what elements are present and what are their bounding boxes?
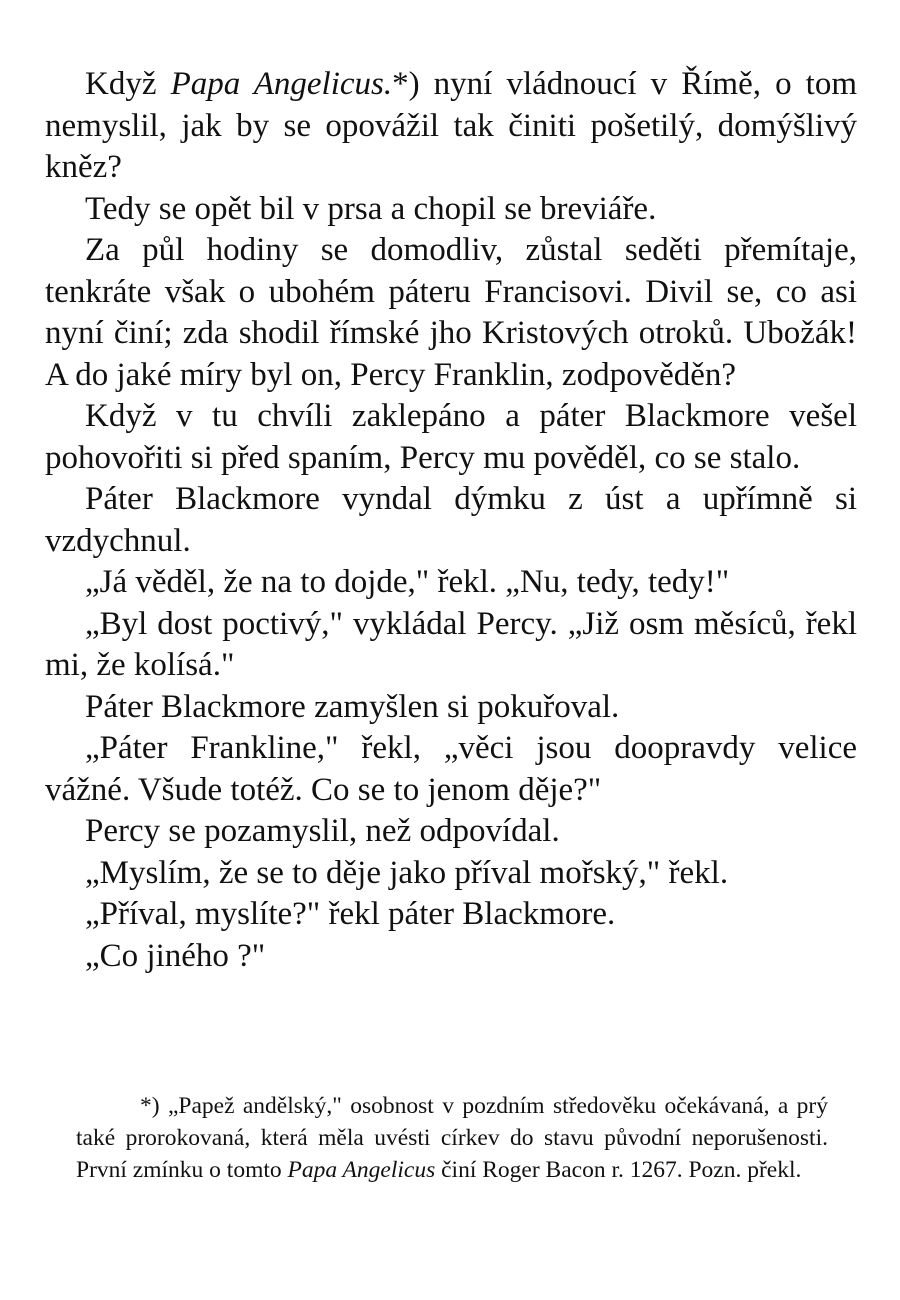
paragraph: „Myslím, že se to děje jako příval mořský," řekl.	[85, 854, 729, 891]
paragraph: Tedy se opět bil v prsa a chopil se breviáře.	[85, 190, 657, 227]
page-body	[45, 64, 857, 977]
paragraph: Když v tu chvíli zaklepáno a páter Blackmore vešel pohovořiti si před spaním, Percy mu pověděl, co se stalo.	[45, 398, 857, 476]
paragraph: „Co jiného ?"	[85, 937, 266, 974]
paragraph: Percy se pozamyslil, než odpovídal.	[85, 813, 560, 849]
italic-title: Papa Angelicus.	[170, 66, 393, 102]
paragraph: „Já věděl, že na to dojde," řekl. „Nu, tedy, tedy!"	[85, 564, 730, 600]
footnote-text: *) „Papež andělský," osobnost v pozdním středověku očekávaná, a prý také prorokovaná, která měla uvésti církev do stavu původní neporušenosti. První zmínku o tomto	[76, 1093, 828, 1183]
paragraph	[45, 64, 857, 189]
footnote-italic: Papa Angelicus	[287, 1157, 436, 1183]
paragraph: „Příval, myslíte?" řekl páter Blackmore.	[85, 896, 616, 932]
paragraph: Za půl hodiny se domodliv, zůstal seděti přemítaje, tenkráte však o ubohém páteru Francisovi. Divil se, co asi nyní činí; zda shodil římské jho Kristových otroků. Ubožák! A do jaké míry byl on, Percy Franklin, zodpověděn?	[45, 232, 857, 393]
paragraph: „Páter Frankline," řekl, „věci jsou doopravdy velice vážné. Všude totéž. Co se to jenom děje?"	[45, 730, 857, 808]
paragraph: Páter Blackmore vyndal dýmku z úst a upřímně si vzdychnul.	[45, 481, 857, 559]
paragraph-text: *) nyní vládnoucí v Římě, o tom nemyslil, jak by se opovážil tak činiti pošetilý, domýšlivý kněz?	[45, 66, 857, 185]
paragraph: Páter Blackmore zamyšlen si pokuřoval.	[85, 688, 620, 725]
footnote	[76, 1090, 828, 1186]
paragraph-text: Když	[85, 66, 171, 102]
paragraph: „Byl dost poctivý," vykládal Percy. „Již osm měsíců, řekl mi, že kolísá."	[45, 605, 857, 683]
footnote-text: činí Roger Bacon r. 1267. Pozn. překl.	[435, 1157, 802, 1183]
